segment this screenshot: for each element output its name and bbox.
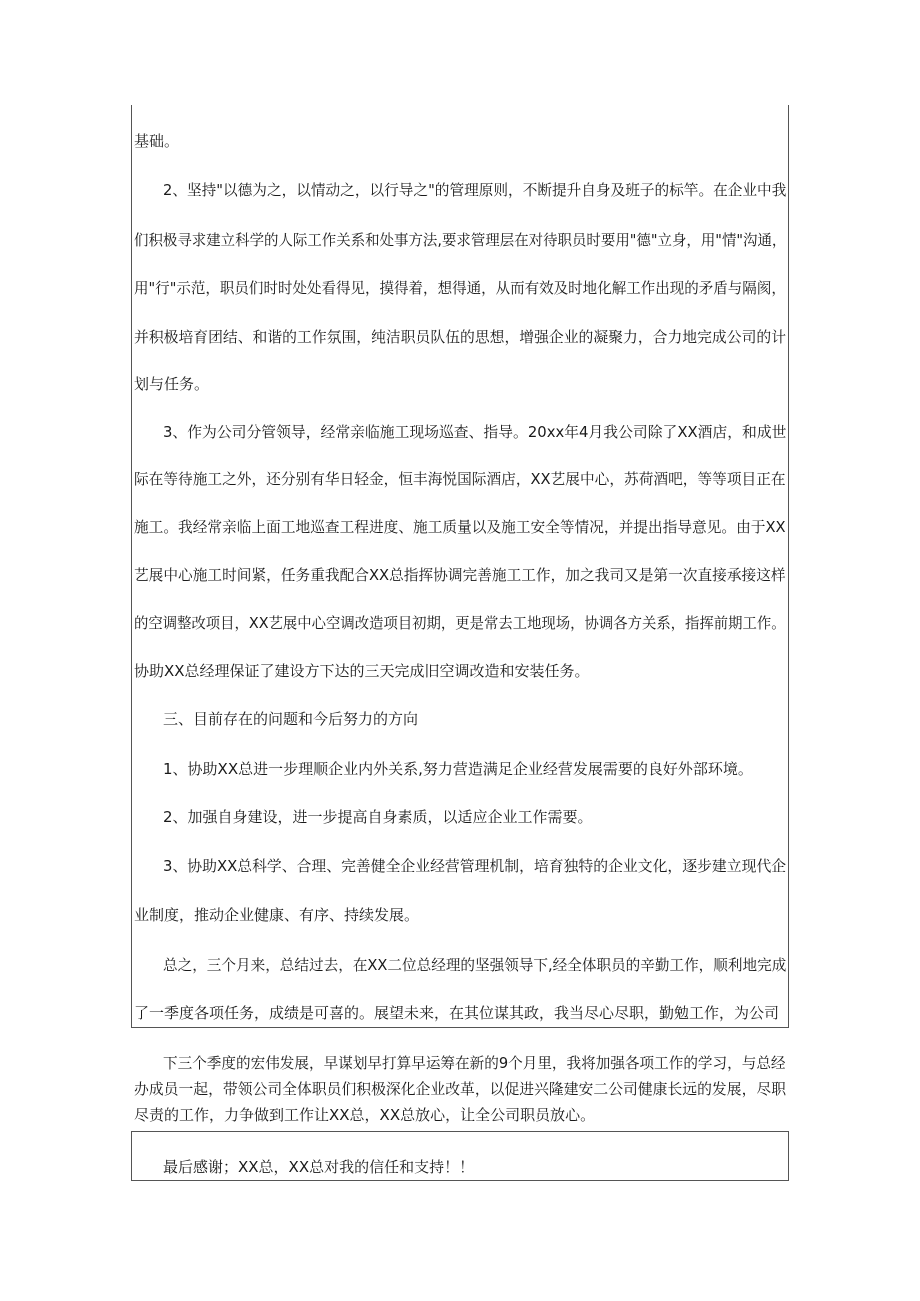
paragraph-line: 2、坚持"以德为之，以情动之，以行导之"的管理原则，不断提升自身及班子的标竿。在企业中我 — [163, 181, 787, 199]
paragraph-line: 艺展中心施工时间紧，任务重我配合XX总指挥协调完善施工工作，加之我司又是第一次直接承接这样 — [134, 566, 786, 584]
paragraph-line: 尽责的工作，力争做到工作让XX总，XX总放心，让全公司职员放心。 — [134, 1106, 596, 1124]
paragraph-line: 了一季度各项任务，成绩是可喜的。展望未来，在其位谋其政，我当尽心尽职，勤勉工作，为公司 — [134, 1004, 780, 1022]
section-heading: 三、目前存在的问题和今后努力的方向 — [163, 710, 419, 728]
paragraph-line: 基础。 — [134, 132, 180, 150]
paragraph-line: 的空调整改项目，XX艺展中心空调改造项目初期，更是常去工地现场，协调各方关系，指挥前期工作。 — [134, 614, 786, 632]
paragraph-line: 施工。我经常亲临上面工地巡查工程进度、施工质量以及施工安全等情况，并提出指导意见。由于XX — [134, 518, 786, 536]
paragraph-line: 们积极寻求建立科学的人际工作关系和处事方法,要求管理层在对待职员时要用"德"立身，用"情"沟通， — [134, 231, 787, 249]
paragraph-line: 3、作为公司分管领导，经常亲临施工现场巡查、指导。20xx年4月我公司除了XX酒店，和成世 — [163, 423, 787, 441]
paragraph-line: 际在等待施工之外，还分别有华日轻金，恒丰海悦国际酒店，XX艺展中心，苏荷酒吧，等等项目正在 — [134, 470, 786, 488]
paragraph-line: 划与任务。 — [134, 375, 210, 393]
paragraph-line: 下三个季度的宏伟发展，早谋划早打算早运筹在新的9个月里，我将加强各项工作的学习，与总经 — [163, 1054, 786, 1072]
paragraph-line: 3、协助XX总科学、合理、完善健全企业经营管理机制，培育独特的企业文化，逐步建立现代企 — [163, 857, 787, 875]
paragraph-line: 用"行"示范，职员们时时处处看得见，摸得着，想得通，从而有效及时地化解工作出现的矛盾与隔阂， — [134, 279, 786, 297]
paragraph-line: 2、加强自身建设，进一步提高自身素质，以适应企业工作需要。 — [163, 808, 593, 826]
paragraph-line: 办成员一起，带领公司全体职员们积极深化企业改革，以促进兴隆建安二公司健康长远的发展，尽职 — [134, 1080, 787, 1098]
paragraph-line: 协助XX总经理保证了建设方下达的三天完成旧空调改造和安装任务。 — [134, 662, 590, 680]
paragraph-line: 总之，三个月来，总结过去，在XX二位总经理的坚强领导下,经全体职员的辛勤工作，顺利地完成 — [163, 956, 787, 974]
closing-thanks-line: 最后感谢；XX总，XX总对我的信任和支持！！ — [163, 1158, 475, 1176]
paragraph-line: 1、协助XX总进一步理顺企业内外关系,努力营造满足企业经营发展需要的良好外部环境。 — [163, 760, 753, 778]
paragraph-line: 并积极培育团结、和谐的工作氛围，纯洁职员队伍的思想，增强企业的凝聚力，合力地完成公司的计 — [134, 328, 787, 346]
paragraph-line: 业制度，推动企业健康、有序、持续发展。 — [134, 906, 420, 924]
